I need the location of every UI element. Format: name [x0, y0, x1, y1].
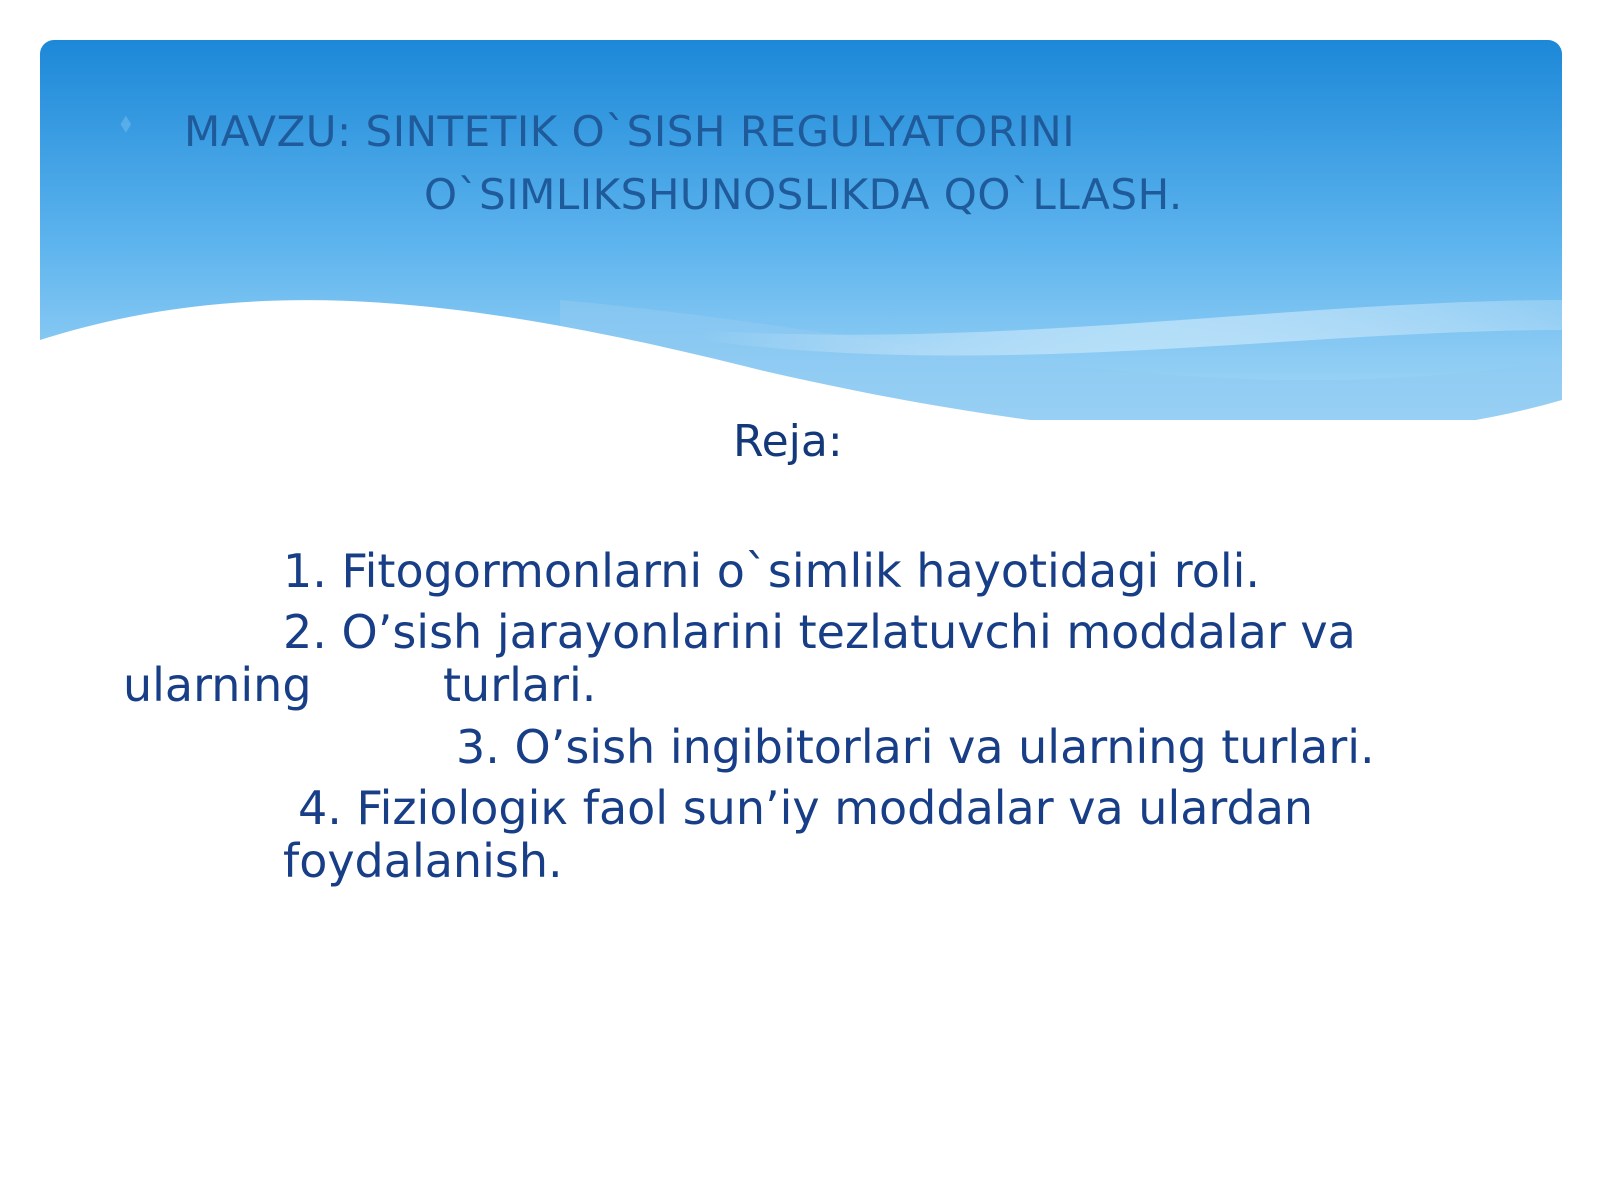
- plan-item-4-continuation: foydalanish.: [283, 834, 563, 888]
- header-banner: [0, 0, 1600, 460]
- plan-heading: Reja:: [733, 416, 843, 467]
- plan-item-3: 3. O’sish ingibitorlari va ularning turlari.: [456, 720, 1375, 774]
- slide-title-line-1: MAVZU: SINTETIK O`SISH REGULYATORINI: [184, 107, 1076, 156]
- title-bullet-icon: ⬧: [120, 108, 132, 138]
- slide-title-line-2: O`SIMLIKSHUNOSLIKDA QO`LLASH.: [424, 170, 1183, 219]
- plan-item-2-continuation-a: ularning: [123, 658, 312, 712]
- plan-item-2-continuation-b: turlari.: [443, 658, 597, 712]
- plan-item-1: 1. Fitogormonlarni o`simlik hayotidagi roli.: [283, 544, 1261, 598]
- plan-item-2: 2. O’sish jarayonlarini tezlatuvchi moddalar va: [283, 605, 1356, 659]
- plan-item-4: 4. Fiziologiк faol sun’iy moddalar va ulardan: [298, 781, 1314, 835]
